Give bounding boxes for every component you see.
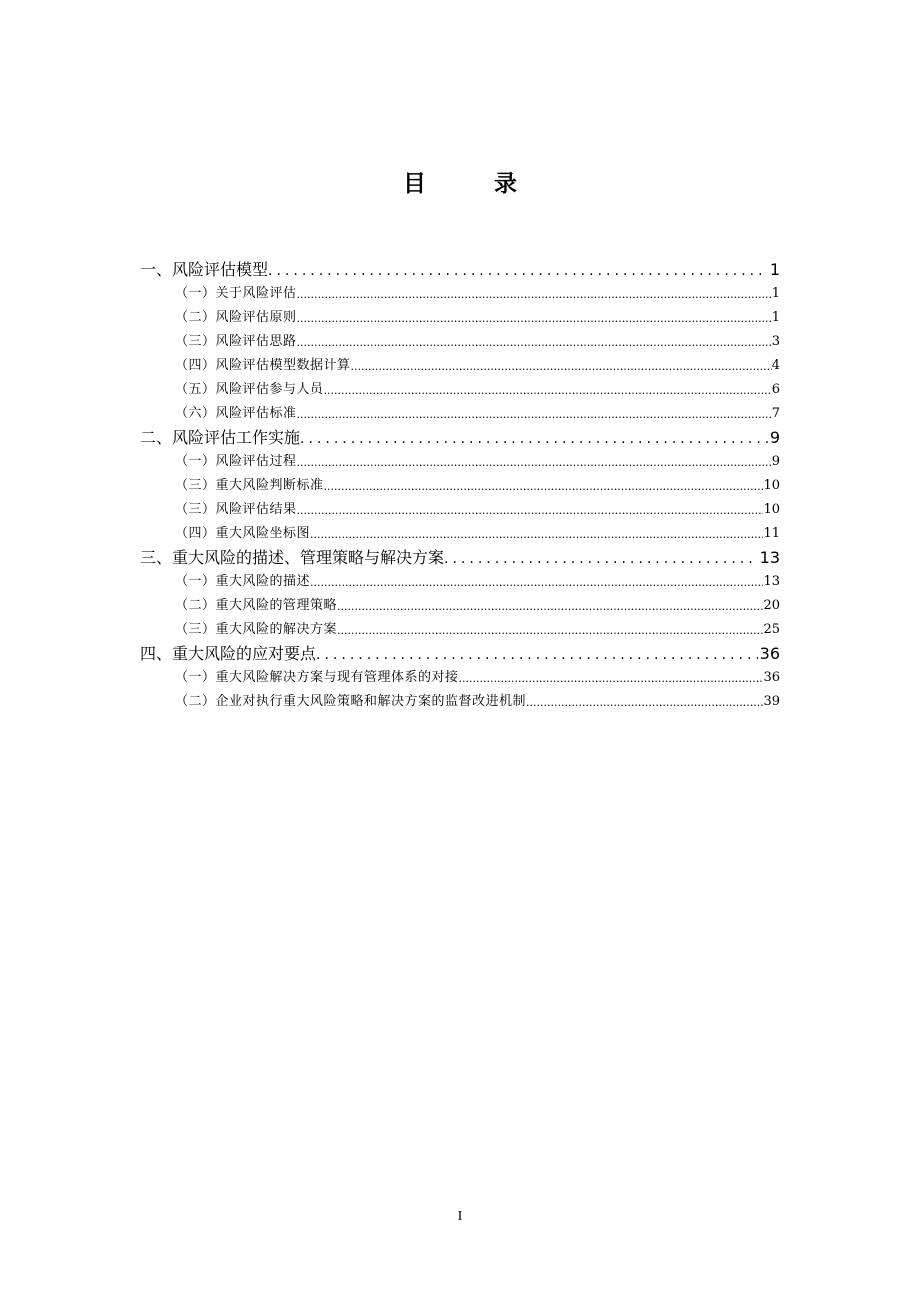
toc-entry-2[interactable]: [140, 426, 780, 450]
toc-leader-dots: [297, 332, 772, 354]
toc-entry-label: （三）重大风险判断标准: [175, 478, 324, 493]
toc-entry-label: （六）风险评估标准: [175, 406, 297, 421]
toc-subentry-3-2[interactable]: [140, 594, 780, 618]
toc-leader-dots: [444, 548, 758, 570]
toc-leader-dots: [297, 404, 772, 426]
toc-subentry-2-3[interactable]: [140, 498, 780, 522]
toc-entry-label: （二）重大风险的管理策略: [175, 598, 338, 613]
toc-leader-dots: [316, 644, 758, 666]
toc-subentry-1-4[interactable]: [140, 354, 780, 378]
toc-leader-dots: [297, 500, 764, 522]
table-of-contents: [140, 258, 780, 714]
toc-entry-label: （三）风险评估结果: [175, 502, 297, 517]
toc-entry-page: 36: [763, 670, 780, 685]
toc-leader-dots: [310, 524, 763, 546]
toc-subentry-3-1[interactable]: [140, 570, 780, 594]
toc-subentry-2-4[interactable]: [140, 522, 780, 546]
toc-entry-label: （三）重大风险的解决方案: [175, 622, 338, 637]
toc-entry-label: （四）重大风险坐标图: [175, 526, 311, 541]
toc-entry-page: 1: [771, 286, 780, 301]
toc-entry-page: 1: [769, 260, 780, 279]
toc-leader-dots: [297, 452, 772, 474]
toc-leader-dots: [351, 356, 772, 378]
toc-leader-dots: [324, 380, 772, 402]
toc-entry-page: 36: [759, 644, 780, 663]
toc-entry-label: （一）重大风险的描述: [175, 574, 311, 589]
toc-entry-3[interactable]: [140, 546, 780, 570]
toc-entry-page: 1: [771, 310, 780, 325]
toc-entry-label: （五）风险评估参与人员: [175, 382, 324, 397]
toc-subentry-1-3[interactable]: [140, 330, 780, 354]
toc-leader-dots: [310, 572, 763, 594]
toc-entry-page: 3: [771, 334, 780, 349]
toc-leader-dots: [297, 284, 772, 306]
toc-subentry-2-1[interactable]: [140, 450, 780, 474]
toc-entry-page: 25: [763, 622, 780, 637]
toc-entry-label: 三、重大风险的描述、管理策略与解决方案: [140, 548, 445, 567]
toc-entry-label: 一、风险评估模型: [140, 260, 269, 279]
toc-leader-dots: [268, 260, 768, 282]
toc-leader-dots: [337, 620, 763, 642]
toc-leader-dots: [526, 692, 763, 714]
toc-leader-dots: [300, 428, 768, 450]
toc-entry-label: （二）风险评估原则: [175, 310, 297, 325]
page-title: 目 录: [402, 171, 547, 197]
toc-entry-label: 二、风险评估工作实施: [140, 428, 301, 447]
toc-subentry-4-2[interactable]: [140, 690, 780, 714]
toc-entry-page: 10: [763, 478, 780, 493]
toc-entry-label: （二）企业对执行重大风险策略和解决方案的监督改进机制: [175, 694, 527, 709]
page-number: I: [457, 1209, 463, 1224]
toc-entry-label: （一）关于风险评估: [175, 286, 297, 301]
toc-entry-page: 4: [771, 358, 780, 373]
toc-entry-page: 9: [771, 454, 780, 469]
toc-entry-page: 11: [763, 526, 780, 541]
toc-entry-label: 四、重大风险的应对要点: [140, 644, 317, 663]
toc-entry-page: 7: [771, 406, 780, 421]
toc-leader-dots: [337, 596, 763, 618]
toc-entry-4[interactable]: [140, 642, 780, 666]
toc-entry-page: 39: [763, 694, 780, 709]
toc-subentry-3-3[interactable]: [140, 618, 780, 642]
toc-leader-dots: [297, 308, 772, 330]
toc-entry-page: 10: [763, 502, 780, 517]
toc-entry-page: 13: [759, 548, 780, 567]
toc-entry-label: （四）风险评估模型数据计算: [175, 358, 351, 373]
toc-entry-page: 9: [769, 428, 780, 447]
toc-subentry-2-2[interactable]: [140, 474, 780, 498]
toc-subentry-1-2[interactable]: [140, 306, 780, 330]
toc-entry-label: （一）重大风险解决方案与现有管理体系的对接: [175, 670, 459, 685]
toc-subentry-1-5[interactable]: [140, 378, 780, 402]
toc-entry-page: 6: [771, 382, 780, 397]
toc-entry-1[interactable]: [140, 258, 780, 282]
toc-leader-dots: [324, 476, 764, 498]
toc-subentry-1-6[interactable]: [140, 402, 780, 426]
toc-entry-page: 13: [763, 574, 780, 589]
toc-entry-label: （三）风险评估思路: [175, 334, 297, 349]
toc-leader-dots: [459, 668, 764, 690]
toc-subentry-1-1[interactable]: [140, 282, 780, 306]
toc-entry-label: （一）风险评估过程: [175, 454, 297, 469]
toc-subentry-4-1[interactable]: [140, 666, 780, 690]
toc-entry-page: 20: [763, 598, 780, 613]
